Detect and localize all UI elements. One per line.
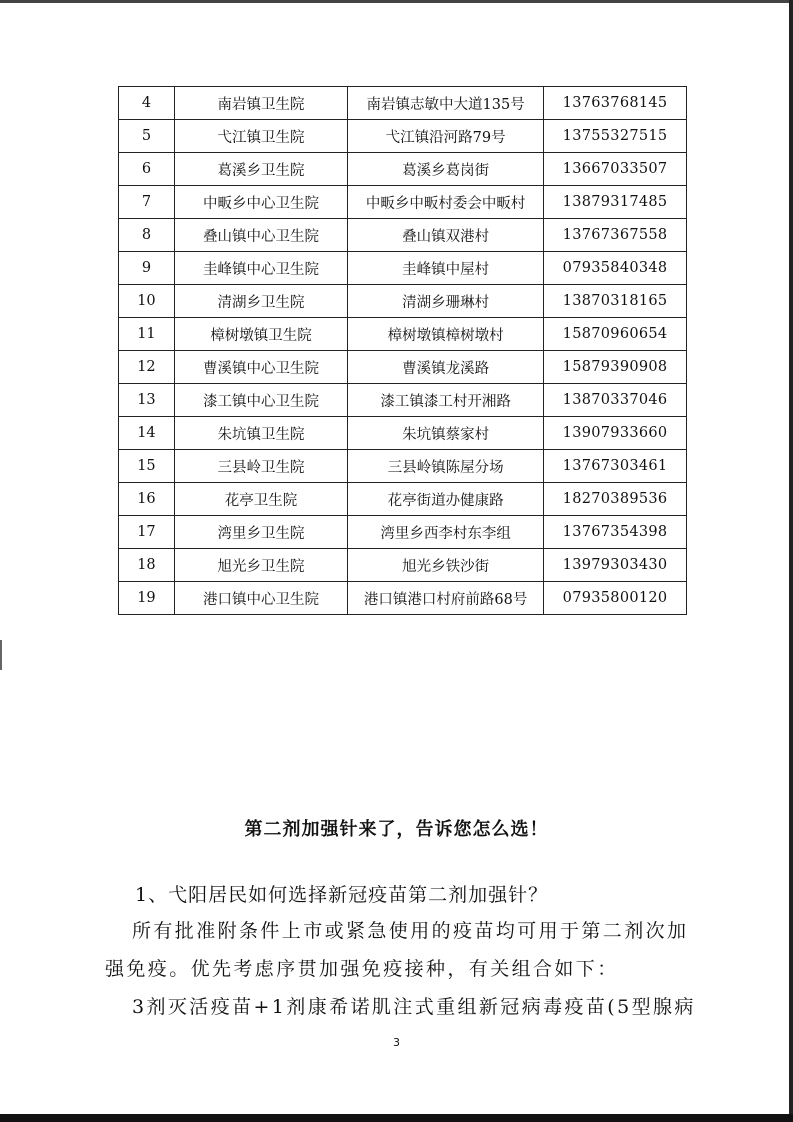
table-row <box>119 219 687 252</box>
row-number: 15 <box>119 450 175 483</box>
clinic-phone: 13763768145 <box>544 87 687 120</box>
row-number: 7 <box>119 186 175 219</box>
row-number: 12 <box>119 351 175 384</box>
table-row <box>119 483 687 516</box>
row-number: 10 <box>119 285 175 318</box>
clinic-address: 曹溪镇龙溪路 <box>348 351 544 384</box>
clinic-phone: 15879390908 <box>544 351 687 384</box>
scan-edge-top <box>0 0 793 3</box>
clinic-phone: 13667033507 <box>544 153 687 186</box>
scan-mark-left <box>0 640 2 670</box>
table-row <box>119 318 687 351</box>
page-number: 3 <box>393 1036 400 1049</box>
clinic-address: 漆工镇漆工村开湘路 <box>348 384 544 417</box>
clinic-phone: 15870960654 <box>544 318 687 351</box>
scan-edge-right <box>789 0 793 1122</box>
clinic-name: 清湖乡卫生院 <box>174 285 347 318</box>
clinic-address: 清湖乡珊琳村 <box>348 285 544 318</box>
clinic-phone: 13879317485 <box>544 186 687 219</box>
clinic-name: 湾里乡卫生院 <box>174 516 347 549</box>
clinic-table <box>118 86 687 615</box>
table-row <box>119 252 687 285</box>
clinic-address: 旭光乡铁沙街 <box>348 549 544 582</box>
table-row <box>119 186 687 219</box>
scan-edge-bottom <box>0 1114 793 1122</box>
clinic-phone: 13979303430 <box>544 549 687 582</box>
section-heading: 第二剂加强针来了，告诉您怎么选！ <box>244 819 549 840</box>
clinic-name: 三县岭卫生院 <box>174 450 347 483</box>
row-number: 6 <box>119 153 175 186</box>
row-number: 4 <box>119 87 175 120</box>
paragraph-line: 强免疫。优先考虑序贯加强免疫接种，有关组合如下： <box>105 958 619 980</box>
table-row <box>119 285 687 318</box>
clinic-name: 南岩镇卫生院 <box>174 87 347 120</box>
clinic-name: 中畈乡中心卫生院 <box>174 186 347 219</box>
clinic-address: 湾里乡西李村东李组 <box>348 516 544 549</box>
clinic-address: 圭峰镇中屋村 <box>348 252 544 285</box>
clinic-name: 曹溪镇中心卫生院 <box>174 351 347 384</box>
clinic-address: 樟树墩镇樟树墩村 <box>348 318 544 351</box>
table-row <box>119 153 687 186</box>
clinic-phone: 18270389536 <box>544 483 687 516</box>
table-row <box>119 384 687 417</box>
clinic-phone: 13767303461 <box>544 450 687 483</box>
clinic-phone: 07935800120 <box>544 582 687 615</box>
question-heading: 1、弋阳居民如何选择新冠疫苗第二剂加强针？ <box>135 884 549 906</box>
table-row <box>119 582 687 615</box>
clinic-name: 葛溪乡卫生院 <box>174 153 347 186</box>
row-number: 8 <box>119 219 175 252</box>
clinic-name: 圭峰镇中心卫生院 <box>174 252 347 285</box>
clinic-name: 花亭卫生院 <box>174 483 347 516</box>
clinic-phone: 13870318165 <box>544 285 687 318</box>
clinic-address: 叠山镇双港村 <box>348 219 544 252</box>
row-number: 16 <box>119 483 175 516</box>
clinic-phone: 13870337046 <box>544 384 687 417</box>
table-row <box>119 120 687 153</box>
clinic-address: 三县岭镇陈屋分场 <box>348 450 544 483</box>
clinic-address: 葛溪乡葛岗街 <box>348 153 544 186</box>
paragraph-line: 所有批准附条件上市或紧急使用的疫苗均可用于第二剂次加 <box>132 920 689 942</box>
clinic-address: 中畈乡中畈村委会中畈村 <box>348 186 544 219</box>
row-number: 9 <box>119 252 175 285</box>
row-number: 18 <box>119 549 175 582</box>
clinic-name: 樟树墩镇卫生院 <box>174 318 347 351</box>
clinic-name: 弋江镇卫生院 <box>174 120 347 153</box>
clinic-address: 南岩镇志敏中大道135号 <box>348 87 544 120</box>
clinic-phone: 13907933660 <box>544 417 687 450</box>
paragraph-line: 3剂灭活疫苗+1剂康希诺肌注式重组新冠病毒疫苗(5型腺病 <box>132 996 696 1018</box>
table-row <box>119 417 687 450</box>
clinic-name: 旭光乡卫生院 <box>174 549 347 582</box>
table-row <box>119 549 687 582</box>
clinic-name: 叠山镇中心卫生院 <box>174 219 347 252</box>
clinic-name: 港口镇中心卫生院 <box>174 582 347 615</box>
clinic-address: 朱坑镇蔡家村 <box>348 417 544 450</box>
clinic-phone: 13767354398 <box>544 516 687 549</box>
table-row <box>119 351 687 384</box>
table-row <box>119 87 687 120</box>
row-number: 11 <box>119 318 175 351</box>
clinic-address: 港口镇港口村府前路68号 <box>348 582 544 615</box>
clinic-address: 弋江镇沿河路79号 <box>348 120 544 153</box>
row-number: 19 <box>119 582 175 615</box>
clinic-name: 漆工镇中心卫生院 <box>174 384 347 417</box>
table-row <box>119 450 687 483</box>
clinic-phone: 07935840348 <box>544 252 687 285</box>
row-number: 14 <box>119 417 175 450</box>
row-number: 13 <box>119 384 175 417</box>
clinic-address: 花亭街道办健康路 <box>348 483 544 516</box>
row-number: 17 <box>119 516 175 549</box>
clinic-name: 朱坑镇卫生院 <box>174 417 347 450</box>
row-number: 5 <box>119 120 175 153</box>
clinic-phone: 13767367558 <box>544 219 687 252</box>
table-row <box>119 516 687 549</box>
clinic-phone: 13755327515 <box>544 120 687 153</box>
